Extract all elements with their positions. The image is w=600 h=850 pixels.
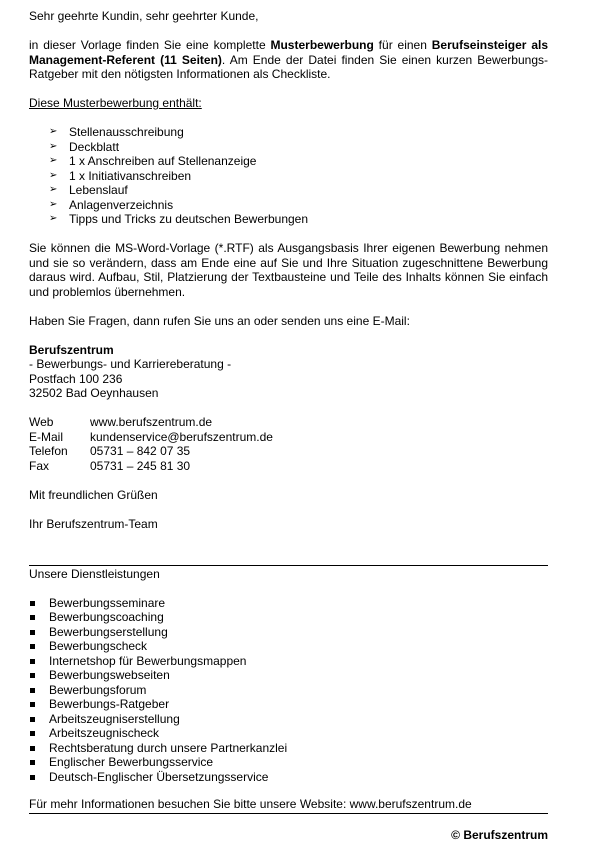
list-item: Bewerbungserstellung — [29, 625, 548, 640]
list-item: Arbeitszeugnischeck — [29, 726, 548, 741]
square-bullet-icon — [30, 746, 35, 751]
square-bullet-icon — [30, 615, 35, 620]
list-item: Bewerbungscoaching — [29, 610, 548, 625]
square-bullet-icon — [30, 688, 35, 693]
square-bullet-icon — [30, 644, 35, 649]
square-bullet-icon — [30, 717, 35, 722]
list-item: Bewerbungsforum — [29, 683, 548, 698]
address-block — [29, 343, 548, 401]
list-item: Deutsch-Englischer Übersetzungsservice — [29, 770, 548, 785]
fax-value: 05731 – 245 81 30 — [90, 458, 191, 473]
list-item: Bewerbungsseminare — [29, 596, 548, 611]
list-item: ➢ 1 x Initiativanschreiben — [49, 168, 192, 183]
signature: Ihr Berufszentrum-Team — [29, 516, 158, 531]
square-bullet-icon — [30, 659, 35, 664]
list-item: Arbeitszeugniserstellung — [29, 712, 548, 727]
greeting: Sehr geehrte Kundin, sehr geehrter Kunde, — [29, 9, 259, 23]
contact-block — [29, 415, 548, 473]
divider-top — [29, 565, 548, 566]
letter-body — [29, 9, 548, 784]
square-bullet-icon — [30, 760, 35, 765]
company-name: Berufszentrum — [29, 342, 114, 357]
arrow-bullet-icon: ➢ — [49, 155, 58, 166]
phone-value: 05731 – 842 07 35 — [90, 444, 191, 458]
list-item: Bewerbungscheck — [29, 639, 548, 654]
square-bullet-icon — [30, 673, 35, 678]
list-item: ➢ Deckblatt — [49, 139, 120, 154]
phone-label: Telefon — [29, 444, 68, 458]
closing: Mit freundlichen Grüßen — [29, 487, 158, 502]
intro-paragraph: in dieser Vorlage finden Sie eine komplette Musterbewerbung für einen Berufseinsteiger als Management-Referent (11 Seiten). Am Ende der Datei finden Sie einen kurzen Bewerbungs-Ratgeber mit den nötigsten Informationen als Checkliste. — [29, 38, 549, 81]
fax-label: Fax — [29, 458, 50, 473]
city: 32502 Bad Oeynhausen — [29, 386, 159, 400]
list-item: ➢ Stellenausschreibung — [49, 125, 184, 139]
divider-bottom — [29, 813, 548, 814]
square-bullet-icon — [30, 601, 35, 606]
square-bullet-icon — [30, 775, 35, 780]
intro-bold-product: Musterbewerbung — [270, 38, 374, 52]
list-item: Rechtsberatung durch unsere Partnerkanzlei — [29, 741, 548, 756]
list-item: ➢ Anlagenverzeichnis — [49, 197, 174, 212]
arrow-bullet-icon: ➢ — [49, 126, 58, 137]
list-item: Bewerbungswebseiten — [29, 668, 548, 683]
company-subtitle: - Bewerbungs- und Karriereberatung - — [29, 357, 232, 371]
list-item: Englischer Bewerbungsservice — [29, 755, 548, 770]
footer-text: Für mehr Informationen besuchen Sie bitte unsere Website: www.berufszentrum.de — [29, 797, 472, 811]
usage-paragraph: Sie können die MS-Word-Vorlage (*.RTF) als Ausgangsbasis Ihrer eigenen Bewerbung nehmen und sie so verändern, dass am Ende eine auf Sie und Ihre Situation zugeschnittene Bewerbung daraus wird. Aufbau, Stil, Platzierung der Textbausteine und Teile des Inhalts können Sie einfach und problemlos übernehmen. — [29, 241, 548, 299]
web-label: Web — [29, 415, 54, 429]
email-link[interactable]: kundenservice@berufszentrum.de — [90, 429, 273, 444]
contents-heading: Diese Musterbewerbung enthält: — [29, 96, 202, 110]
arrow-bullet-icon: ➢ — [49, 169, 58, 181]
arrow-bullet-icon: ➢ — [49, 184, 58, 195]
services-list — [29, 596, 548, 785]
list-item: Internetshop für Bewerbungsmappen — [29, 654, 548, 669]
arrow-bullet-icon: ➢ — [49, 213, 58, 224]
list-item: ➢ 1 x Anschreiben auf Stellenanzeige — [49, 154, 257, 168]
list-item: ➢ Lebenslauf — [49, 183, 128, 197]
square-bullet-icon — [30, 702, 35, 707]
web-link[interactable]: www.berufszentrum.de — [90, 415, 213, 429]
square-bullet-icon — [30, 630, 35, 635]
arrow-bullet-icon: ➢ — [49, 140, 58, 152]
list-item: ➢ Tipps und Tricks zu deutschen Bewerbungen — [49, 212, 309, 226]
arrow-bullet-icon: ➢ — [49, 198, 58, 210]
postbox: Postfach 100 236 — [29, 371, 123, 386]
copyright: © Berufszentrum — [451, 828, 548, 842]
square-bullet-icon — [30, 731, 35, 736]
services-heading: Unsere Dienstleistungen — [29, 566, 160, 581]
contents-list — [29, 125, 548, 227]
questions-paragraph: Haben Sie Fragen, dann rufen Sie uns an oder senden uns eine E-Mail: — [29, 313, 410, 328]
intro-bold-target: Berufseinsteiger als Management-Referent (11 Seiten) — [29, 38, 549, 67]
email-label: E-Mail — [29, 429, 64, 444]
list-item: Bewerbungs-Ratgeber — [29, 697, 548, 712]
